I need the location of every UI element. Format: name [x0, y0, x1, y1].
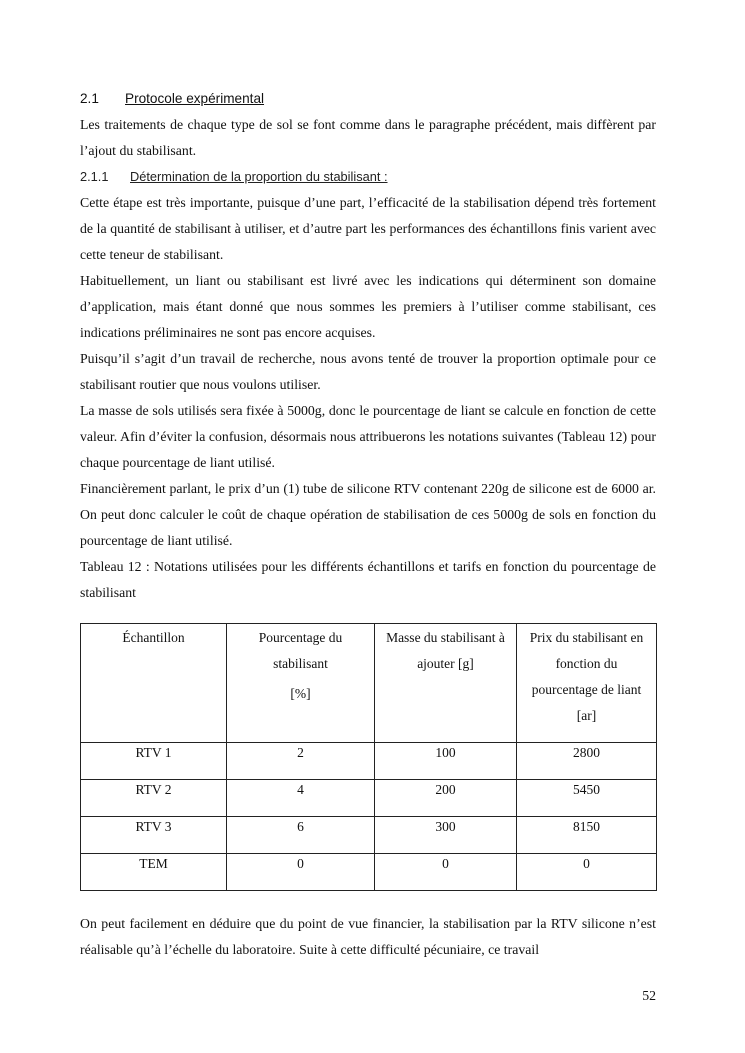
cell-percentage: 2 — [227, 743, 375, 780]
intro-paragraph: Les traitements de chaque type de sol se font comme dans le paragraphe précédent, mais diffèrent par l’ajout du stabilisant. — [80, 117, 656, 158]
conclusion-paragraph: On peut facilement en déduire que du point de vue financier, la stabilisation par la RTV silicone n’est réalisable qu’à l’échelle du laboratoire. Suite à cette difficulté pécuniaire, ce travail — [80, 916, 656, 957]
header-percentage-unit: [%] — [290, 686, 311, 701]
table-caption: Tableau 12 : Notations utilisées pour les différents échantillons et tarifs en fonction du pourcentage de stabilisant — [80, 559, 656, 600]
header-sample: Échantillon — [81, 624, 227, 743]
cell-percentage: 4 — [227, 780, 375, 817]
paragraph: Puisqu’il s’agit d’un travail de recherche, nous avons tenté de trouver la proportion optimale pour ce stabilisant routier que nous voulons utiliser. — [80, 351, 656, 392]
cell-percentage: 0 — [227, 854, 375, 891]
subsection-heading — [80, 164, 656, 190]
section-title: Protocole expérimental — [125, 91, 265, 106]
section-number: 2.1 — [80, 91, 99, 106]
cell-mass: 0 — [375, 854, 517, 891]
paragraph: Financièrement parlant, le prix d’un (1) tube de silicone RTV contenant 220g de silicone est de 6000 ar. On peut donc calculer le coût de chaque opération de stabilisation de ces 5000g de sols en fonction du pourcentage de liant utilisé. — [80, 481, 656, 548]
cell-percentage: 6 — [227, 817, 375, 854]
subsection-title: Détermination de la proportion du stabilisant : — [130, 169, 388, 184]
table-row — [81, 780, 657, 817]
paragraph: Cette étape est très importante, puisque d’une part, l’efficacité de la stabilisation dépend très fortement de la quantité de stabilisant à utiliser, et d’autre part les performances des échantillons finis varient avec cette teneur de stabilisant. — [80, 195, 656, 262]
cell-price: 0 — [517, 854, 657, 891]
cell-sample: RTV 1 — [81, 743, 227, 780]
table-header-row — [81, 624, 657, 743]
subsection-number: 2.1.1 — [80, 169, 109, 184]
cell-mass: 100 — [375, 743, 517, 780]
notation-table — [80, 623, 657, 891]
header-price: Prix du stabilisant en fonction du pourcentage de liant [ar] — [517, 624, 657, 743]
section-heading — [80, 86, 656, 112]
header-mass: Masse du stabilisant à ajouter [g] — [375, 624, 517, 743]
document-page — [80, 86, 656, 963]
cell-mass: 200 — [375, 780, 517, 817]
page-number: 52 — [642, 988, 656, 1003]
cell-sample: TEM — [81, 854, 227, 891]
header-percentage: Pourcentage du stabilisant [%] — [227, 624, 375, 743]
paragraph: Habituellement, un liant ou stabilisant est livré avec les indications qui déterminent son domaine d’application, mais étant donné que nous sommes les premiers à l’utiliser comme stabilisant, ces indications préliminaires ne sont pas encore acquises. — [80, 273, 656, 340]
table-row — [81, 817, 657, 854]
cell-sample: RTV 3 — [81, 817, 227, 854]
cell-sample: RTV 2 — [81, 780, 227, 817]
cell-price: 2800 — [517, 743, 657, 780]
table-row — [81, 743, 657, 780]
cell-mass: 300 — [375, 817, 517, 854]
table-row — [81, 854, 657, 891]
cell-price: 8150 — [517, 817, 657, 854]
paragraph: La masse de sols utilisés sera fixée à 5000g, donc le pourcentage de liant se calcule en fonction de cette valeur. Afin d’éviter la confusion, désormais nous attribuerons les notations suivantes (Tableau 12) pour chaque pourcentage de liant utilisé. — [80, 403, 656, 470]
cell-price: 5450 — [517, 780, 657, 817]
